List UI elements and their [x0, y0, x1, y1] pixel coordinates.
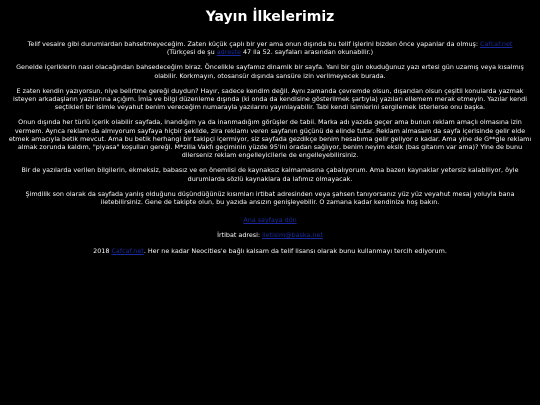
- paragraph-dynamic-content: Genelde içeriklerin nasıl olacağından bahsedeceğim biraz. Öncelikle sayfamız dinamik bir sayfa. Yani bir gün okuduğunuz yazı ertesi gün uzamış veya kısalmış olabilir. Korkmayın, otosansür dışında sansüre izin verilmeyecek burada.: [16, 63, 524, 80]
- contact-email-link[interactable]: iletisim@baska.net: [262, 231, 323, 240]
- copyright-text-2: (Türkçesi de şu: [166, 48, 217, 57]
- paragraph-copyright: [5, 40, 535, 56]
- home-link[interactable]: Ana sayfaya dön: [243, 216, 297, 225]
- footer-line: [5, 247, 535, 255]
- address-link[interactable]: adreste: [216, 48, 241, 57]
- copyright-text-1: Telif vesaire gibi durumlardan bahsetmeyeceğim. Zaten küçük çaplı bir yer ama onun dışında bu telif işlerini bizden önce yapanlar da olmuş:: [27, 40, 481, 48]
- paragraph-advertising: Onun dışında her türlü içerik olabilir sayfada, inandığım ya da inanmadığım görüşler de tabii. Marka adı yazıda geçer ama bunun reklam amaçlı olmasına izin vermem. Ayrıca reklam da almıyorum sayfaya hiçbir şekilde, zira reklamı veren sayfanın güçünü de elinde tutar. Reklam almasam da sayfa içerisinde gelir elde etmek amacıyla betik mevcut. Ama bu betik herhangi bir takipçi içermiyor, siz sayfada gezdikçe benim hesabıma gelir geliyor o kadar. Ama yine de G**gle reklamı almak zorunda kaldım, "piyasa" koşulları gereği. M*zilla Vakfı geçiminin yüzde 95'ini oradan sağlıyor, benim neyim eksik (bas gitarım var ama)? Yine de bunu dilerseniz reklam engelleyicilerle de engelleyebilirsiniz.: [8, 118, 532, 160]
- page-content: [5, 0, 535, 255]
- paragraph-feedback: Şimdilik son olarak da sayfada yanlış olduğunu düşündüğünüz kısımları irtibat adresinden veya şahsen tanıyorsanız yüz yüz veyahut mesaj yoluyla bana iletebilirsiniz. Gene de takipte olun, bu yazıda ansızın genişleyebilir. O zamana kadar kendinize hoş bakın.: [25, 189, 515, 207]
- paragraph-sources: Bir de yazılarda verilen bilgilerin, ekmeksiz, babasız ve en önemlisi de kaynaksız kalmamasına çabalıyorum. Ama bazen kaynaklar yetersiz kalabiliyor, öyle durumlarda sözlü kaynaklara da lafımız olmayacak.: [21, 166, 519, 183]
- contact-label: İrtibat adresi:: [217, 231, 263, 240]
- footer-text: . Her ne kadar Neocities'e bağlı kalsam da telif lisansı olarak bunu kullanmayı tercih ediyorum.: [143, 246, 447, 255]
- page-title: Yayın İlkelerimiz: [205, 9, 335, 25]
- paragraph-authors: E zaten kendin yazıyorsun, niye belirtme gereği duydun? Hayır, sadece kendim değil. Aynı zamanda çevremde olsun, dışarıdan olsun çeşitli konularda yazmak isteyen arkadaşların yazılarına açığım. İmla ve bilgi düzenleme dışında (ki onda da kendisine gösterilmek şartıyla) yazıları ellemem merak etmeyin. Yazılar kendi seçtikleri bir isimle veyahut benim vereceğim numarayla yazılarını yayınlayabilir. Tabi kendi isimlerini sergilemek isterlerse onu başka.: [12, 86, 527, 112]
- footer-year: 2018: [93, 246, 112, 255]
- contact-line: [5, 231, 535, 239]
- cafcaf-link[interactable]: Cafcaf.net: [480, 40, 513, 48]
- copyright-text-3: 47 ila 52. sayfaları arasından okunabilir.): [240, 48, 374, 57]
- footer-link[interactable]: Cafcaf.net: [111, 246, 144, 255]
- archive-line: [5, 216, 535, 224]
